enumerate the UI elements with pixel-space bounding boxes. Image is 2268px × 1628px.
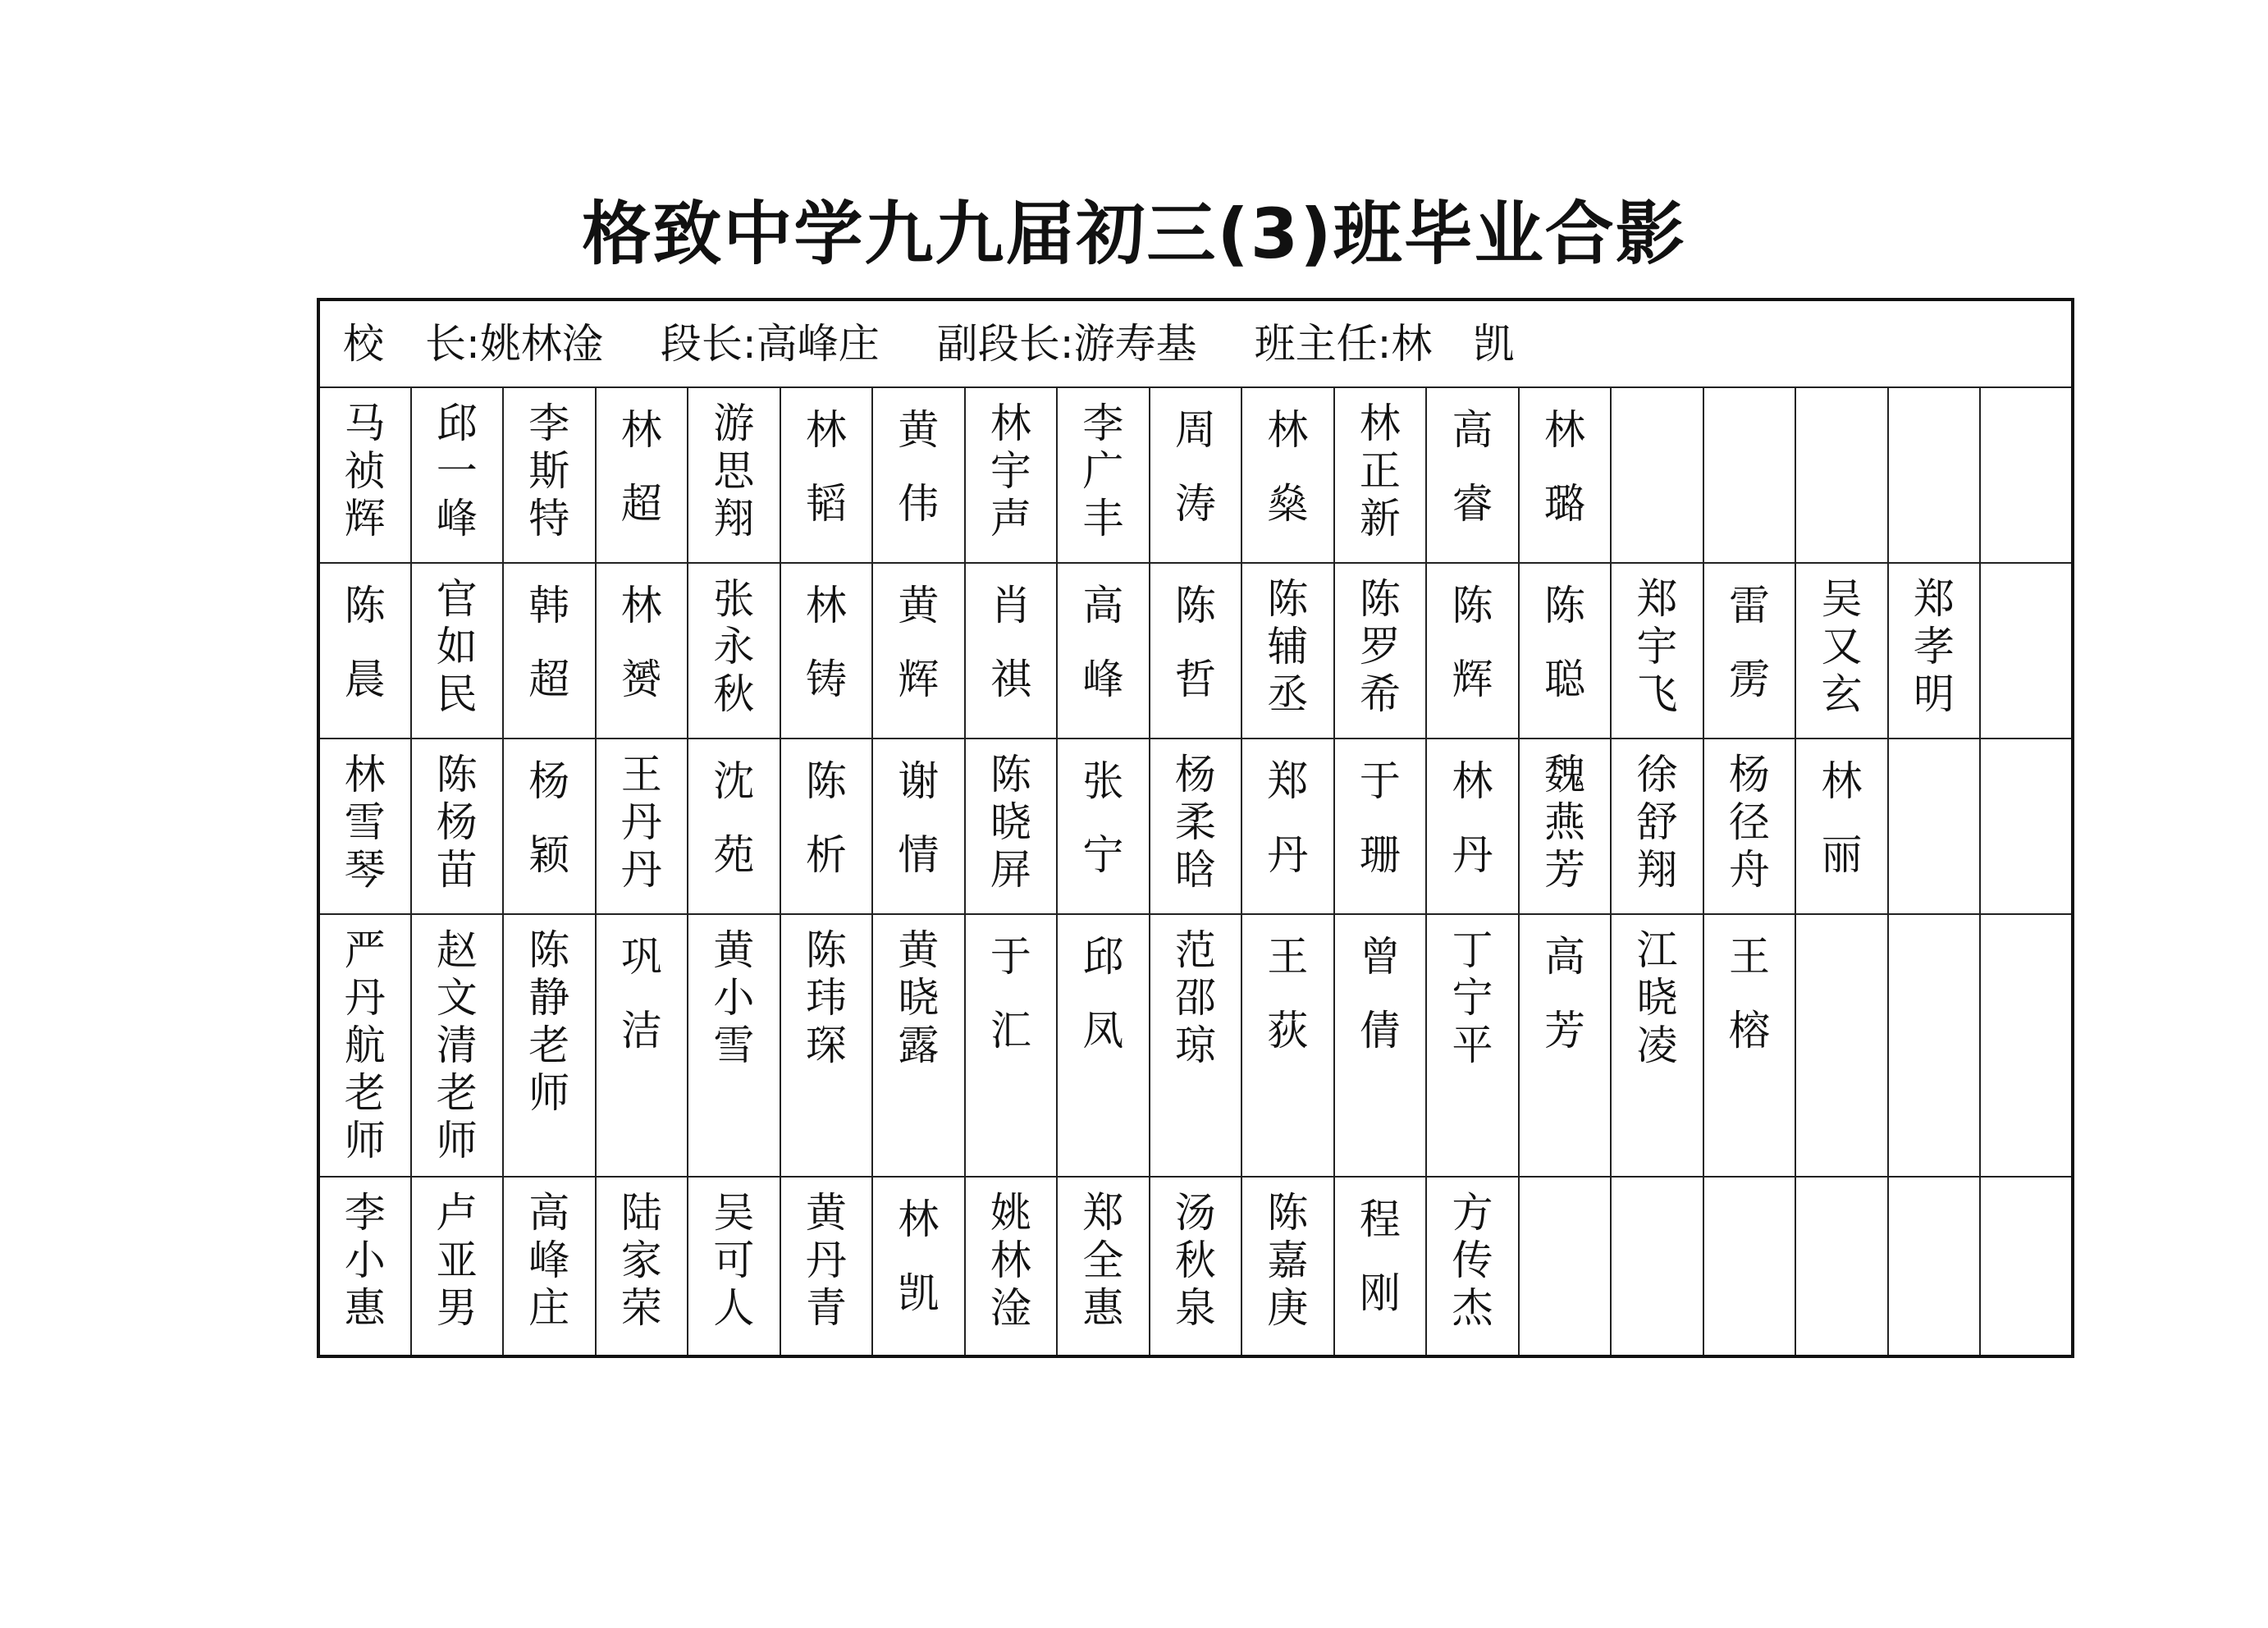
name-cell [872, 563, 965, 739]
person-name: 吴又玄 [1821, 575, 1863, 718]
name-cell [1888, 739, 1981, 914]
name-cell [1150, 1177, 1242, 1356]
name-cell [1795, 914, 1888, 1177]
name-cell [411, 563, 504, 739]
person-name: 高睿 [1452, 406, 1493, 528]
person-name: 陆家荣 [620, 1189, 662, 1332]
class-teacher-label: 班主任:林 凯 [1254, 320, 1515, 368]
person-name: 范邵琼 [1174, 926, 1216, 1069]
person-name: 魏燕芳 [1543, 751, 1585, 894]
person-name: 杨颖 [528, 757, 570, 879]
name-cell [1334, 914, 1427, 1177]
name-cell [1795, 1177, 1888, 1356]
name-cell [1980, 387, 2073, 563]
person-name: 林赟 [620, 582, 662, 703]
name-cell [1241, 739, 1334, 914]
person-name: 陈聪 [1543, 582, 1585, 703]
student-row [318, 563, 2073, 739]
name-cell [503, 914, 611, 1177]
name-cell [1980, 739, 2073, 914]
person-name: 曾倩 [1359, 933, 1401, 1054]
person-name: 林铸 [805, 582, 847, 703]
student-row [318, 739, 2073, 914]
person-name: 李斯特 [528, 400, 570, 542]
person-name: 邱凤 [1082, 933, 1124, 1054]
person-name: 陈辉 [1452, 582, 1493, 703]
person-name: 陈哲 [1174, 582, 1216, 703]
name-cell [1241, 563, 1334, 739]
name-cell [1703, 1177, 1796, 1356]
name-cell [1795, 387, 1888, 563]
person-name: 沈苑 [713, 757, 755, 879]
name-cell [688, 1177, 780, 1356]
person-name: 高峰庄 [528, 1189, 570, 1332]
person-name: 林丹 [1452, 757, 1493, 879]
person-name: 张永秋 [713, 575, 755, 718]
name-cell [1980, 563, 2073, 739]
name-cell [318, 739, 411, 914]
person-name: 黄辉 [898, 582, 940, 703]
name-cell [1334, 563, 1427, 739]
name-cell [965, 563, 1058, 739]
staff-header-row [318, 300, 2073, 387]
grade-head-label: 段长:高峰庄 [660, 320, 880, 368]
person-name: 高峰 [1082, 582, 1124, 703]
name-cell [1888, 387, 1981, 563]
person-name: 林宇声 [990, 400, 1031, 542]
document-title: 格致中学九九届初三(3)班毕业合影 [582, 194, 1686, 274]
name-cell [1519, 563, 1612, 739]
name-cell [1426, 739, 1519, 914]
person-name: 雷雳 [1728, 582, 1770, 703]
name-cell [1334, 387, 1427, 563]
name-cell [411, 387, 504, 563]
person-name: 于珊 [1359, 757, 1401, 879]
name-cell [1611, 914, 1703, 1177]
person-name: 黄小雪 [713, 926, 755, 1069]
person-name: 徐舒翔 [1636, 751, 1678, 894]
person-name: 王榕 [1728, 933, 1770, 1054]
name-cell [780, 1177, 873, 1356]
name-cell [1888, 914, 1981, 1177]
person-name: 韩超 [528, 582, 570, 703]
name-cell [1703, 914, 1796, 1177]
name-cell [965, 739, 1058, 914]
person-name: 林韬 [805, 406, 847, 528]
name-cell [1519, 387, 1612, 563]
name-cell [1980, 914, 2073, 1177]
name-cell [1426, 914, 1519, 1177]
person-name: 林超 [620, 406, 662, 528]
name-cell [1795, 739, 1888, 914]
deputy-grade-head-label: 副段长:游寿基 [936, 320, 1197, 368]
name-cell [596, 387, 688, 563]
person-name: 游思翔 [713, 400, 755, 542]
name-cell [1611, 739, 1703, 914]
name-cell [1611, 1177, 1703, 1356]
name-cell [780, 563, 873, 739]
person-name: 张宁 [1082, 757, 1124, 879]
person-name: 马祯辉 [344, 400, 386, 542]
name-cell [411, 739, 504, 914]
person-name: 方传杰 [1452, 1189, 1493, 1332]
name-cell [1057, 563, 1150, 739]
person-name: 谢情 [898, 757, 940, 879]
person-name: 王荻 [1267, 933, 1309, 1054]
name-cell [411, 1177, 504, 1356]
name-cell [1795, 563, 1888, 739]
name-cell [688, 563, 780, 739]
person-name: 程刚 [1359, 1196, 1401, 1317]
person-name: 陈罗希 [1359, 575, 1401, 718]
name-cell [596, 739, 688, 914]
person-name: 丁宁平 [1452, 926, 1493, 1069]
name-cell [1241, 387, 1334, 563]
person-name: 汤秋泉 [1174, 1189, 1216, 1332]
person-name: 林凯 [898, 1196, 940, 1317]
name-cell [1334, 739, 1427, 914]
name-cell [1703, 387, 1796, 563]
person-name: 陈晓屏 [990, 751, 1031, 894]
name-cell [872, 387, 965, 563]
person-name: 杨柔晗 [1174, 751, 1216, 894]
person-name: 陈晨 [344, 582, 386, 703]
name-cell [1057, 1177, 1150, 1356]
person-name: 周涛 [1174, 406, 1216, 528]
person-name: 赵文清老师 [436, 926, 478, 1164]
person-name: 江晓凌 [1636, 926, 1678, 1069]
name-cell [1426, 563, 1519, 739]
name-cell [872, 914, 965, 1177]
name-cell [780, 914, 873, 1177]
person-name: 陈析 [805, 757, 847, 879]
name-cell [1519, 739, 1612, 914]
person-name: 黄晓露 [898, 926, 940, 1069]
person-name: 姚林淦 [990, 1189, 1031, 1332]
person-name: 巩洁 [620, 933, 662, 1054]
name-cell [1057, 914, 1150, 1177]
name-cell [965, 1177, 1058, 1356]
name-cell [1334, 1177, 1427, 1356]
name-cell [596, 563, 688, 739]
name-cell [872, 739, 965, 914]
name-cell [1426, 387, 1519, 563]
name-cell [318, 563, 411, 739]
person-name: 邱一峰 [436, 400, 478, 542]
person-name: 林雪琴 [344, 751, 386, 894]
person-name: 卢亚男 [436, 1189, 478, 1332]
name-cell [1057, 739, 1150, 914]
student-row [318, 387, 2073, 563]
name-cell [1611, 387, 1703, 563]
name-cell [1888, 1177, 1981, 1356]
name-cell [688, 739, 780, 914]
name-cell [1611, 563, 1703, 739]
student-row [318, 1177, 2073, 1356]
name-cell [1150, 563, 1242, 739]
person-name: 王丹丹 [620, 751, 662, 894]
person-name: 官如民 [436, 575, 478, 718]
name-cell [596, 1177, 688, 1356]
name-cell [503, 563, 596, 739]
person-name: 黄丹青 [805, 1189, 847, 1332]
person-name: 黄伟 [898, 406, 940, 528]
class-roster-table [317, 298, 2074, 1358]
name-cell [1426, 1177, 1519, 1356]
person-name: 高芳 [1543, 933, 1585, 1054]
person-name: 陈 静老师 [528, 926, 611, 1117]
name-cell [1241, 914, 1334, 1177]
person-name: 林正新 [1359, 400, 1401, 542]
name-cell [688, 914, 780, 1177]
name-cell [503, 387, 596, 563]
name-cell [780, 387, 873, 563]
person-name: 林璐 [1543, 406, 1585, 528]
person-name: 郑孝明 [1914, 575, 1955, 718]
name-cell [965, 387, 1058, 563]
name-cell [411, 914, 504, 1177]
person-name: 陈辅丞 [1267, 575, 1309, 718]
name-cell [318, 387, 411, 563]
person-name: 郑丹 [1267, 757, 1309, 879]
person-name: 郑全惠 [1082, 1189, 1124, 1332]
name-cell [1519, 914, 1612, 1177]
name-cell [688, 387, 780, 563]
person-name: 林丽 [1821, 757, 1863, 879]
name-cell [1057, 387, 1150, 563]
person-name: 吴可人 [713, 1189, 755, 1332]
student-row [318, 914, 2073, 1177]
name-cell [318, 1177, 411, 1356]
staff-header-cell [318, 300, 2073, 387]
person-name: 李小惠 [344, 1189, 386, 1332]
name-cell [1980, 1177, 2073, 1356]
person-name: 杨径舟 [1728, 751, 1770, 894]
name-cell [503, 739, 596, 914]
person-name: 林燊 [1267, 406, 1309, 528]
name-cell [1519, 1177, 1612, 1356]
principal-label: 校 长:姚林淦 [343, 320, 603, 368]
name-cell [1703, 563, 1796, 739]
name-cell [1888, 563, 1981, 739]
person-name: 陈嘉庚 [1267, 1189, 1309, 1332]
name-cell [503, 1177, 596, 1356]
name-cell [872, 1177, 965, 1356]
person-name: 李广丰 [1082, 400, 1124, 542]
name-cell [965, 914, 1058, 1177]
name-cell [1241, 1177, 1334, 1356]
person-name: 陈杨苗 [436, 751, 478, 894]
name-cell [1703, 739, 1796, 914]
person-name: 陈玮琛 [805, 926, 847, 1069]
name-cell [318, 914, 411, 1177]
name-cell [780, 739, 873, 914]
person-name: 严丹航老师 [344, 926, 386, 1164]
name-cell [1150, 739, 1242, 914]
person-name: 郑宇飞 [1636, 575, 1678, 718]
person-name: 于汇 [990, 933, 1031, 1054]
name-cell [1150, 914, 1242, 1177]
person-name: 肖祺 [990, 582, 1031, 703]
name-cell [1150, 387, 1242, 563]
